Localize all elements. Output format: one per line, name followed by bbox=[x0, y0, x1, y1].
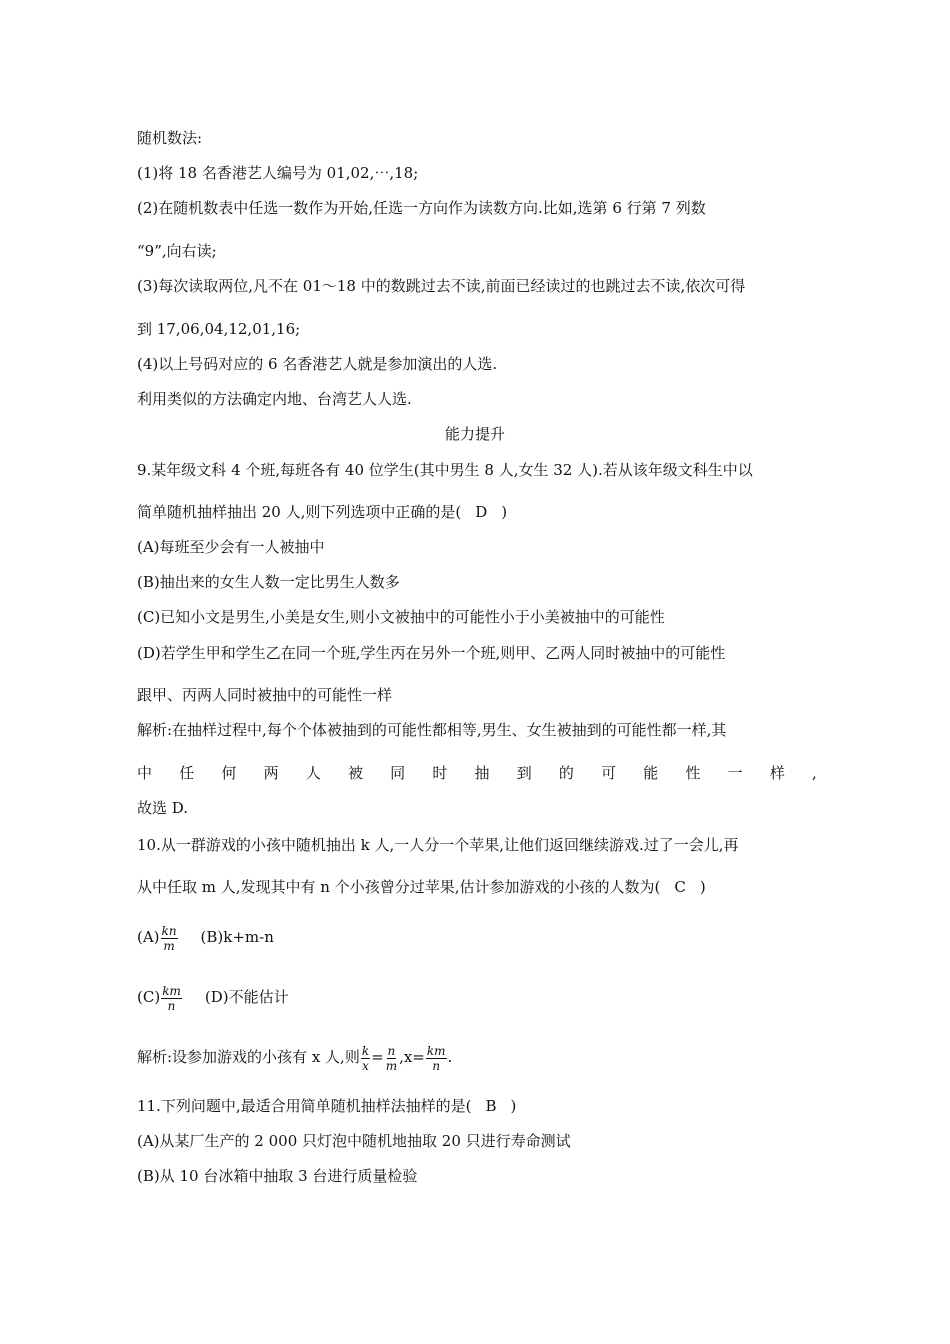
analysis-char: 何 bbox=[221, 764, 237, 782]
fraction-numerator: km bbox=[162, 983, 181, 998]
q9-option-c: (C)已知小文是男生,小美是女生,则小文被抽中的可能性小于小美被抽中的可能性 bbox=[137, 608, 665, 626]
analysis-char: 可 bbox=[601, 764, 617, 782]
fraction-denominator: n bbox=[167, 998, 176, 1013]
q9-analysis-line-3: 故选 D. bbox=[137, 799, 189, 817]
analysis-char: 性 bbox=[685, 764, 701, 782]
analysis-char: 人 bbox=[305, 764, 321, 782]
section-title: 能力提升 bbox=[444, 425, 505, 443]
q9-option-b: (B)抽出来的女生人数一定比男生人数多 bbox=[137, 573, 400, 591]
fraction-denominator: x bbox=[362, 1058, 369, 1073]
step-4: (4)以上号码对应的 6 名香港艺人就是参加演出的人选. bbox=[137, 355, 498, 373]
analysis-char: 被 bbox=[347, 764, 363, 782]
q10-stem-line-2 bbox=[137, 877, 706, 897]
q10-analysis-end: . bbox=[447, 1048, 453, 1066]
fraction-denominator: n bbox=[432, 1058, 441, 1073]
analysis-char: 中 bbox=[137, 764, 153, 782]
q10-analysis-fraction-2 bbox=[385, 1044, 398, 1073]
q9-stem-line-1: 9.某年级文科 4 个班,每班各有 40 位学生(其中男生 8 人,女生 32 人).若从该年级文科生中以 bbox=[137, 461, 753, 479]
step-1: (1)将 18 名香港艺人编号为 01,02,⋯,18; bbox=[137, 164, 419, 182]
q9-option-d-line-2: 跟甲、丙两人同时被抽中的可能性一样 bbox=[137, 686, 393, 704]
q10-stem-line-1: 10.从一群游戏的小孩中随机抽出 k 人,一人分一个苹果,让他们返回继续游戏.过了一会儿,再 bbox=[137, 836, 739, 854]
fraction-denominator: m bbox=[163, 938, 175, 953]
q10-option-b: (B)k+m-n bbox=[200, 928, 274, 946]
q10-options-row-1 bbox=[137, 920, 274, 954]
q11-stem bbox=[137, 1096, 516, 1116]
q9-analysis-line-2 bbox=[137, 763, 817, 783]
q10-analysis-text: 解析:设参加游戏的小孩有 x 人,则 bbox=[137, 1048, 360, 1066]
similar-method-note: 利用类似的方法确定内地、台湾艺人人选. bbox=[137, 390, 412, 408]
analysis-char: 两 bbox=[263, 764, 279, 782]
random-method-heading: 随机数法: bbox=[137, 129, 203, 147]
q9-stem-line-2 bbox=[137, 502, 507, 522]
q11-stem-text: 11.下列问题中,最适合用简单随机抽样法抽样的是( bbox=[137, 1097, 472, 1115]
analysis-char: 抽 bbox=[474, 764, 490, 782]
q11-option-b: (B)从 10 台冰箱中抽取 3 台进行质量检验 bbox=[137, 1167, 418, 1185]
fraction-denominator: m bbox=[385, 1058, 398, 1073]
q9-analysis-line-1: 解析:在抽样过程中,每个个体被抽到的可能性都相等,男生、女生被抽到的可能性都一样,其 bbox=[137, 721, 727, 739]
analysis-char: 到 bbox=[516, 764, 532, 782]
q10-options-row-2 bbox=[137, 980, 289, 1014]
q10-stem-text: 从中任取 m 人,发现其中有 n 个小孩曾分过苹果,估计参加游戏的小孩的人数为( bbox=[137, 878, 661, 896]
step-2-line-2: “9”,向右读; bbox=[137, 242, 217, 260]
q9-stem-text: 简单随机抽样抽出 20 人,则下列选项中正确的是( bbox=[137, 503, 462, 521]
q9-option-d-line-1: (D)若学生甲和学生乙在同一个班,学生丙在另外一个班,则甲、乙两人同时被抽中的可能性 bbox=[137, 644, 726, 662]
analysis-char: 样 bbox=[769, 764, 785, 782]
q10-analysis bbox=[137, 1040, 452, 1074]
step-2-line-1: (2)在随机数表中任选一数作为开始,任选一方向作为读数方向.比如,选第 6 行第 7 列数 bbox=[137, 199, 706, 217]
q10-close-paren: ) bbox=[699, 878, 706, 896]
q10-option-c-label: (C) bbox=[137, 988, 161, 1006]
analysis-char: 的 bbox=[558, 764, 574, 782]
analysis-char: 同 bbox=[390, 764, 406, 782]
q9-option-a: (A)每班至少会有一人被抽中 bbox=[137, 538, 325, 556]
q10-analysis-fraction-1 bbox=[361, 1044, 370, 1073]
fraction-numerator: k bbox=[361, 1043, 370, 1058]
analysis-char: 一 bbox=[727, 764, 743, 782]
analysis-char: , bbox=[812, 764, 817, 782]
fraction-numerator: n bbox=[387, 1043, 396, 1058]
step-3-line-2: 到 17,06,04,12,01,16; bbox=[137, 320, 301, 338]
equals-sign: = bbox=[371, 1048, 384, 1066]
q10-option-d: (D)不能估计 bbox=[204, 988, 289, 1006]
step-3-line-1: (3)每次读取两位,凡不在 01～18 中的数跳过去不读,前面已经读过的也跳过去不读,依次可得 bbox=[137, 277, 746, 295]
analysis-char: 能 bbox=[643, 764, 659, 782]
q11-answer: B bbox=[485, 1097, 497, 1115]
q10-analysis-mid: ,x= bbox=[399, 1048, 425, 1066]
q9-close-paren: ) bbox=[501, 503, 508, 521]
q9-answer: D bbox=[475, 503, 488, 521]
fraction-numerator: kn bbox=[161, 923, 177, 938]
analysis-char: 任 bbox=[179, 764, 195, 782]
q11-option-a: (A)从某厂生产的 2 000 只灯泡中随机地抽取 20 只进行寿命测试 bbox=[137, 1132, 571, 1150]
q10-option-a-label: (A) bbox=[137, 928, 160, 946]
q10-option-a-fraction bbox=[161, 924, 178, 953]
q10-answer: C bbox=[674, 878, 686, 896]
fraction-numerator: km bbox=[426, 1043, 446, 1058]
q10-option-c-fraction bbox=[161, 984, 182, 1013]
q10-analysis-fraction-3 bbox=[426, 1044, 447, 1073]
q11-close-paren: ) bbox=[510, 1097, 517, 1115]
analysis-char: 时 bbox=[432, 764, 448, 782]
